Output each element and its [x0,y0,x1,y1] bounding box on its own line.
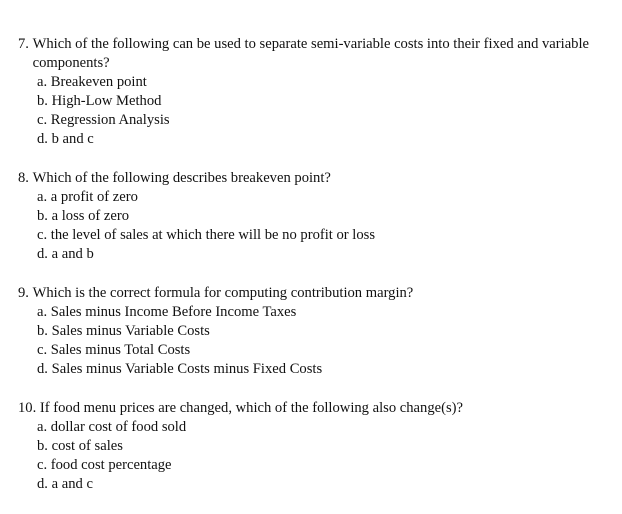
answer-option: b. cost of sales [37,438,123,454]
question-text: Which is the correct formula for computing contribution margin? [32,285,414,301]
question-number: 9. [18,285,29,301]
answer-option: c. Regression Analysis [37,112,170,128]
question-number: 10. [18,400,37,416]
question-stem [18,399,614,418]
answer-option: a. Breakeven point [37,74,147,90]
answer-option: c. the level of sales at which there will be no profit or loss [37,227,375,243]
answer-options [18,418,614,494]
answer-option: d. b and c [37,131,94,147]
question-number: 8. [18,170,29,186]
answer-option: b. Sales minus Variable Costs [37,323,210,339]
question-7 [18,35,614,149]
question-10 [18,399,614,494]
answer-option: d. a and b [37,246,94,262]
question-text: Which of the following describes breakeven point? [32,170,331,186]
answer-option: a. a profit of zero [37,189,138,205]
answer-options [18,188,614,264]
answer-option: c. food cost percentage [37,457,172,473]
question-stem [18,284,614,303]
answer-option: b. a loss of zero [37,208,129,224]
answer-option: b. High-Low Method [37,93,162,109]
question-stem [18,35,614,73]
answer-options [18,73,614,149]
question-8 [18,169,614,264]
answer-option: c. Sales minus Total Costs [37,342,191,358]
quiz-document [18,35,614,514]
question-text: Which of the following can be used to separate semi-variable costs into their fixed and variable components? [32,36,590,71]
answer-option: d. a and c [37,476,93,492]
answer-option: a. dollar cost of food sold [37,419,187,435]
answer-options [18,303,614,379]
question-number: 7. [18,36,29,52]
answer-option: d. Sales minus Variable Costs minus Fixed Costs [37,361,323,377]
question-text: If food menu prices are changed, which of the following also change(s)? [39,400,463,416]
question-9 [18,284,614,379]
answer-option: a. Sales minus Income Before Income Taxes [37,304,297,320]
question-stem [18,169,614,188]
